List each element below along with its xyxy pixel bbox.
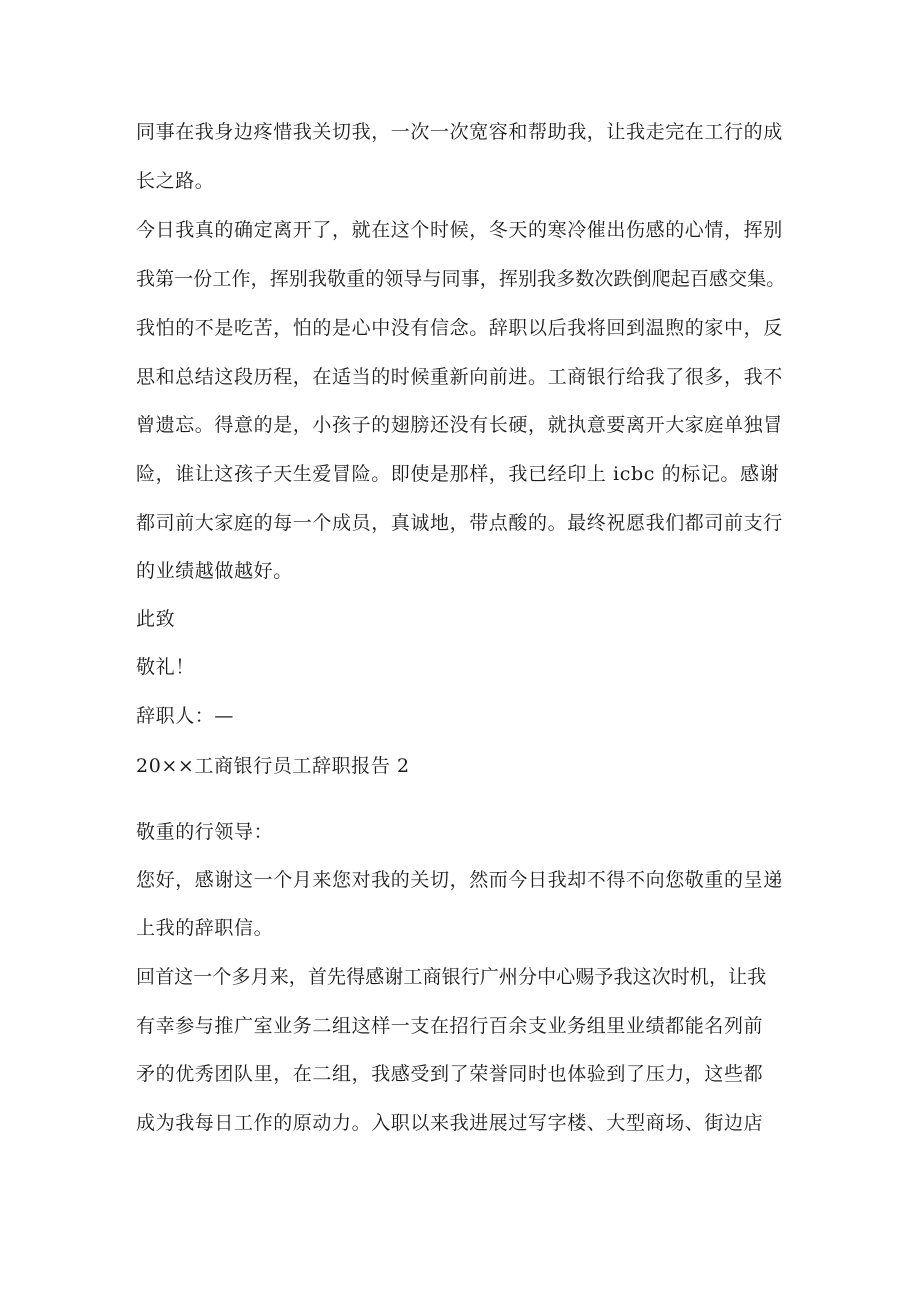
text-line: 长之路。 xyxy=(136,170,215,192)
closing-line: 敬礼！ xyxy=(136,656,195,678)
text-line: 都司前大家庭的每一个成员，真诚地，带点酸的。最终祝愿我们都司前支行 xyxy=(136,512,783,534)
text-line: 我怕的不是吃苦，怕的是心中没有信念。辞职以后我将回到温煦的家中，反 xyxy=(136,317,783,339)
text-line: 您好，感谢这一个月来您对我的关切，然而今日我却不得不向您敬重的呈递 xyxy=(136,869,783,891)
report-title: 20××工商银行员工辞职报告 2 xyxy=(136,755,410,777)
salutation: 敬重的行领导： xyxy=(136,821,274,843)
text-line: 我第一份工作，挥别我敬重的领导与同事，挥别我多数次跌倒爬起百感交集。 xyxy=(136,268,786,290)
signature-line: 辞职人：— xyxy=(136,705,235,727)
text-line: 思和总结这段历程，在适当的时候重新向前进。工商银行给我了很多，我不 xyxy=(136,366,783,388)
text-line: 同事在我身边疼惜我关切我，一次一次宽容和帮助我，让我走完在工行的成 xyxy=(136,121,783,143)
text-line: 矛的优秀团队里，在二组，我感受到了荣誉同时也体验到了压力，这些都 xyxy=(136,1063,764,1085)
text-line: 险，谁让这孩子天生爱冒险。即使是那样，我已经印上 icbc 的标记。感谢 xyxy=(136,463,780,485)
text-line: 有幸参与推广室业务二组这样一支在招行百余支业务组里业绩都能名列前 xyxy=(136,1015,764,1037)
text-line: 的业绩越做越好。 xyxy=(136,560,293,582)
text-line: 今日我真的确定离开了，就在这个时候，冬天的寒冷催出伤感的心情，挥别 xyxy=(136,219,783,241)
text-line: 上我的辞职信。 xyxy=(136,917,274,939)
closing-line: 此致 xyxy=(136,608,176,630)
text-line: 回首这一个多月来，首先得感谢工商银行广州分中心赐予我这次时机，让我 xyxy=(136,966,767,988)
text-line: 曾遗忘。得意的是，小孩子的翅膀还没有长硬，就执意要离开大家庭单独冒 xyxy=(136,414,783,436)
text-line: 成为我每日工作的原动力。入职以来我进展过写字楼、大型商场、街边店 xyxy=(136,1112,764,1134)
